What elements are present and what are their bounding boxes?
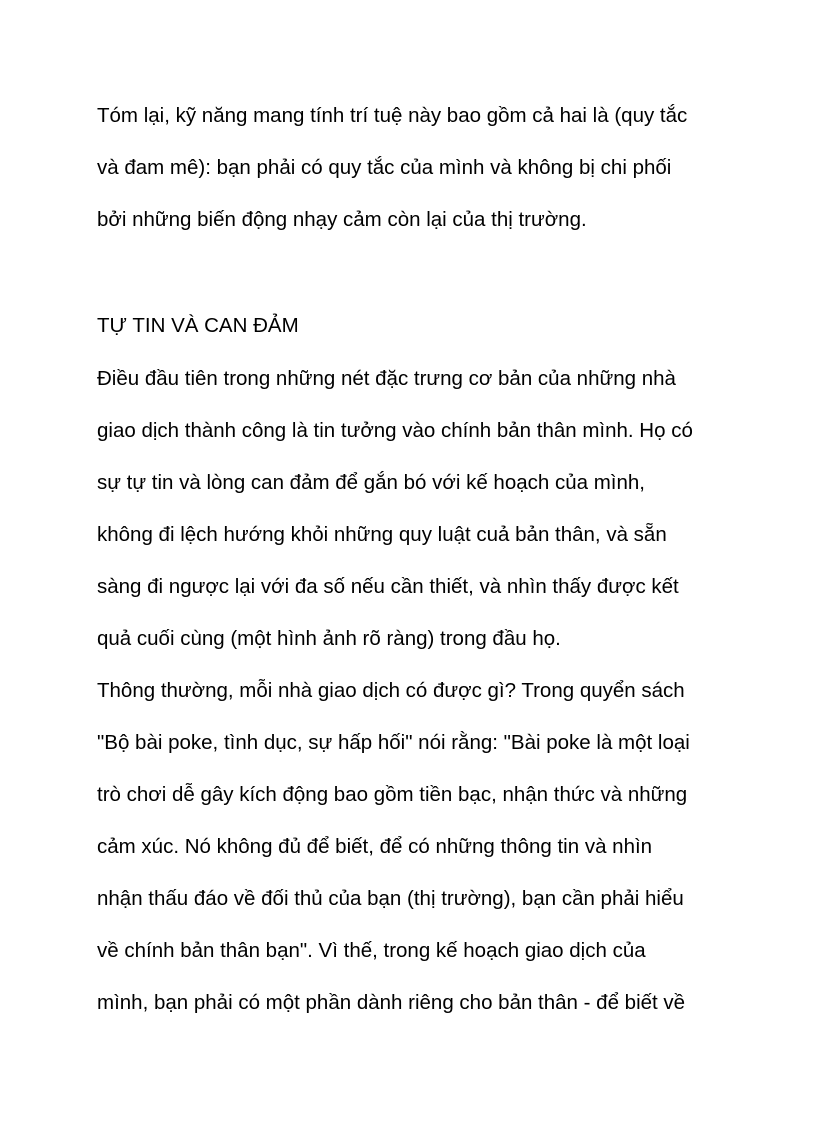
paragraph-line: giao dịch thành công là tin tưởng vào chính bản thân mình. Họ có	[97, 419, 693, 442]
paragraph-line: về chính bản thân bạn". Vì thế, trong kế hoạch giao dịch của	[97, 939, 646, 962]
paragraph-line: và đam mê): bạn phải có quy tắc của mình và không bị chi phối	[97, 156, 672, 179]
paragraph-line: bởi những biến động nhạy cảm còn lại của thị trường.	[97, 208, 587, 231]
paragraph-line: sàng đi ngược lại với đa số nếu cần thiết, và nhìn thấy được kết	[97, 575, 679, 598]
paragraph-line: Tóm lại, kỹ năng mang tính trí tuệ này bao gồm cả hai là (quy tắc	[97, 104, 688, 127]
paragraph-line: sự tự tin và lòng can đảm để gắn bó với kế hoạch của mình,	[97, 471, 646, 494]
section-heading: TỰ TIN VÀ CAN ĐẢM	[97, 314, 299, 337]
paragraph-line: Thông thường, mỗi nhà giao dịch có được gì? Trong quyển sách	[97, 679, 685, 702]
paragraph-line: mình, bạn phải có một phần dành riêng cho bản thân - để biết về	[97, 991, 686, 1014]
paragraph-line: Điều đầu tiên trong những nét đặc trưng cơ bản của những nhà	[97, 367, 676, 390]
paragraph-line: trò chơi dễ gây kích động bao gồm tiền bạc, nhận thức và những	[97, 783, 688, 806]
paragraph-line: không đi lệch hướng khỏi những quy luật cuả bản thân, và sẵn	[97, 523, 667, 546]
paragraph-line: nhận thấu đáo về đối thủ của bạn (thị trường), bạn cần phải hiểu	[97, 887, 684, 910]
paragraph-line: cảm xúc. Nó không đủ để biết, để có những thông tin và nhìn	[97, 835, 653, 858]
paragraph-line: "Bộ bài poke, tình dục, sự hấp hối" nói rằng: "Bài poke là một loại	[97, 731, 690, 754]
paragraph-line: quả cuối cùng (một hình ảnh rõ ràng) trong đầu họ.	[97, 627, 561, 650]
